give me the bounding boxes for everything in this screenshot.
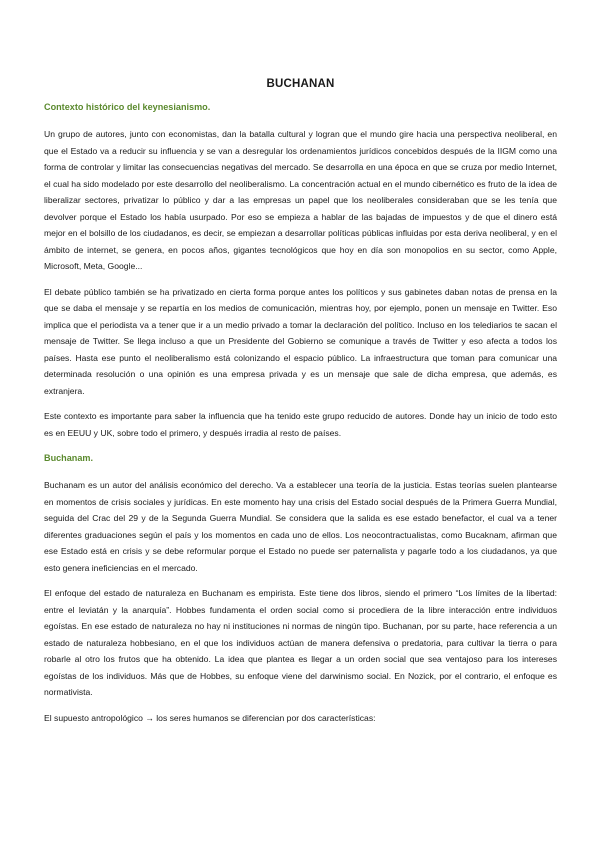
paragraph: Un grupo de autores, junto con economistas, dan la batalla cultural y logran que el mundo gire hacia una perspectiva neoliberal, en que el Estado va a reducir su influencia y se van a desregular los ordenamientos jurídicos concebidos después de la IIGM como una forma de controlar y limitar las consecuencias negativas del mercado. Se desarrolla en una época en que se cruza por medio Internet, el cual ha sido modelado por este desarrollo del neoliberalismo. La concentración actual en el mundo cibernético es fruto de la idea de liberalizar sectores, privatizar lo público y dar a las empresas un papel que los neoliberales consideraban que se les tenía que devolver porque el Estado los había usurpado. Por eso se empieza a hablar de las bajadas de impuestos y de que el dinero está mejor en el bolsillo de los ciudadanos, es decir, se empiezan a desarrollar políticas públicas influidas por esta deriva neoliberal, y en el ámbito de internet, se genera, en pocos años, gigantes tecnológicos que hoy en día son monopolios en su sector, como Apple, Microsoft, Meta, Google...	[44, 129, 557, 271]
document-body	[44, 78, 557, 735]
paragraph: Este contexto es importante para saber la influencia que ha tenido este grupo reducido de autores. Donde hay un inicio de todo esto es en EEUU y UK, sobre todo el primero, y después irradia al resto de países.	[44, 411, 557, 438]
paragraph: Buchanam es un autor del análisis económico del derecho. Va a establecer una teoría de la justicia. Estas teorías suelen plantearse en momentos de crisis sociales y jurídicas. En este momento hay una crisis del Estado social después de la Primera Guerra Mundial, seguida del Crac del 29 y de la Segunda Guerra Mundial. Se considera que la salida es ese estado benefactor, el cual va a tener diferentes graduaciones según el país y los momentos en cada uno de ellos. Los neocontractualistas, como Bucaknam, afirman que ese Estado está en crisis y se debe reformular porque el Estado no puede ser paternalista y pagarle todo a los ciudadanos, ya que esto genera ineficiencias en el mercado.	[44, 480, 557, 573]
paragraph: El enfoque del estado de naturaleza en Buchanam es empirista. Este tiene dos libros, siendo el primero “Los límites de la libertad: entre el leviatán y la anarquía”. Hobbes fundamenta el orden social como si procediera de la libre interacción entre individuos egoístas. En ese estado de naturaleza no hay ni instituciones ni normas de ningún tipo. Buchanan, por su parte, hace referencia a un estado de naturaleza hobbesiano, en el que los individuos actúan de manera defensiva o predatoria, para cultivar la tierra o para robarle al otro los frutos que ha obtenido. La idea que plantea es llegar a un orden social que sea ventajoso para los intereses egoístas de los individuos. Más que de Hobbes, su enfoque viene del darwinismo social. En Nozick, por el contrario, el enfoque es normativista.	[44, 588, 557, 697]
paragraph: El debate público también se ha privatizado en cierta forma porque antes los políticos y sus gabinetes daban notas de prensa en la que se daba el mensaje y se repartía en los medios de comunicación, mientras hoy, por ejemplo, ponen un mensaje en Twitter. Eso implica que el periodista va a tener que ir a un medio privado a tomar la declaración del político. Incluso en los telediarios te sacan el mensaje de Twitter. Se llega incluso a que un Presidente del Gobierno se comunique a través de Twitter y eso afecta a todos los países. Hasta ese punto el neoliberalismo está colonizando el espacio público. La infraestructura que toman para comunicar una determinada resolución o una opinión es una empresa privada y es un mensaje que sale de dicha empresa, que además, es extranjera.	[44, 286, 557, 396]
section-heading-keynesianismo: Contexto histórico del keynesianismo.	[44, 102, 211, 112]
paragraph: El supuesto antropológico → los seres humanos se diferencian por dos características:	[44, 712, 376, 723]
page-title: BUCHANAN	[266, 78, 335, 90]
section-heading-buchanam: Buchanam.	[44, 453, 94, 463]
